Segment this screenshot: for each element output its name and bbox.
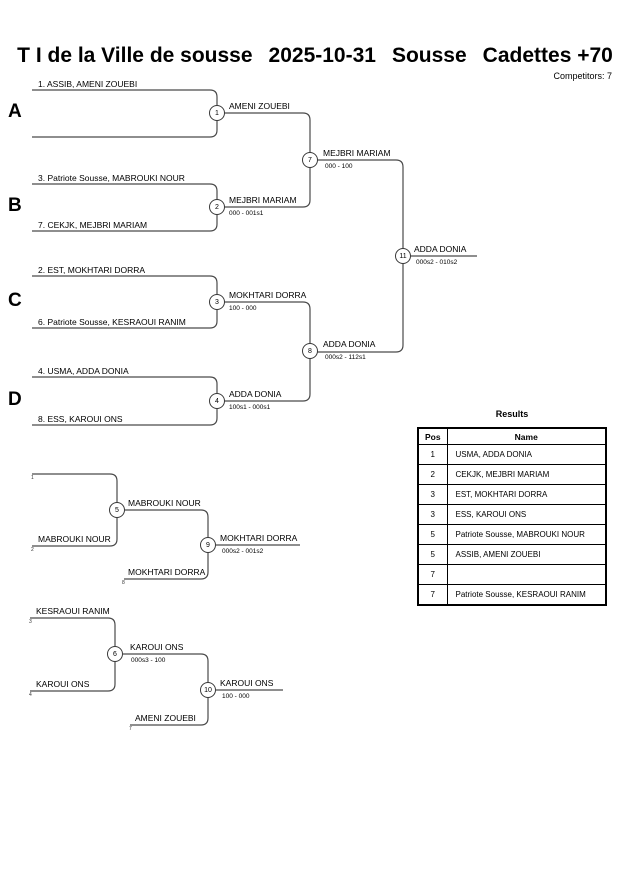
match-7-winner: MEJBRI MARIAM [323,148,391,158]
match-8-winner: ADDA DONIA [323,339,376,349]
result-pos: 1 [418,445,447,465]
table-row [418,485,606,505]
repechage-source-marker: 7 [129,726,132,732]
result-pos: 7 [418,585,447,606]
result-pos: 5 [418,525,447,545]
results-col-name: Name [447,428,606,445]
table-row [418,445,606,465]
result-name: CEKJK, MEJBRI MARIAM [447,465,606,485]
match-node-2: 2 [209,199,225,215]
match-10-winner: KAROUI ONS [220,678,274,688]
match-6-winner: KAROUI ONS [130,642,184,652]
seed-label: 7. CEKJK, MEJBRI MARIAM [38,220,148,230]
result-name: USMA, ADDA DONIA [447,445,606,465]
repechage-entry-name: AMENI ZOUEBI [135,713,196,723]
table-row [418,525,606,545]
table-row [418,585,606,606]
match-node-6: 6 [107,646,123,662]
repechage-source-marker: 1 [31,475,34,481]
result-pos: 7 [418,565,447,585]
table-row [418,465,606,485]
repechage-entry-name: MOKHTARI DORRA [128,567,206,577]
semifinal-8-lines [224,302,310,401]
group-letter-d: D [8,389,22,410]
seed-label: 2. EST, MOKHTARI DORRA [38,265,146,275]
match-node-5: 5 [109,502,125,518]
match-11-score: 000s2 - 010s2 [416,259,458,266]
match-node-1: 1 [209,105,225,121]
results-header-row [418,428,606,445]
seed-label: 3. Patriote Sousse, MABROUKI NOUR [38,173,185,183]
match-4-winner: ADDA DONIA [229,389,282,399]
results-title: Results [495,409,529,419]
match-9-score: 000s2 - 001s2 [222,548,264,555]
repechage-source-marker: 2 [31,547,34,553]
semifinal-7-lines [224,113,310,207]
title-city: Sousse [391,44,467,67]
competitors-count: Competitors: 7 [553,71,612,81]
match-2-score: 000 - 001s1 [229,210,264,217]
title-date: 2025-10-31 [268,44,376,67]
repechage-source-marker: 8 [122,580,125,586]
match-4-score: 100s1 - 000s1 [229,404,271,411]
seed-label: 8. ESS, KAROUI ONS [38,414,123,424]
match-node-11: 11 [395,248,411,264]
seed-label: 1. ASSIB, AMENI ZOUEBI [38,79,138,89]
match-11-winner: ADDA DONIA [414,244,467,254]
title-event: T I de la Ville de sousse [17,44,253,67]
seed-label: 4. USMA, ADDA DONIA [38,366,129,376]
repechage-entry-name: KAROUI ONS [36,679,90,689]
group-letter-b: B [8,195,22,216]
match-10-score: 100 - 000 [222,693,250,700]
result-name: ESS, KAROUI ONS [447,505,606,525]
result-pos: 2 [418,465,447,485]
group-letter-c: C [8,290,22,311]
group-letter-a: A [8,101,22,122]
result-pos: 5 [418,545,447,565]
match-node-3: 3 [209,294,225,310]
match-node-9: 9 [200,537,216,553]
pair-a-lines [32,90,217,137]
repechage-entry-name: MABROUKI NOUR [38,534,111,544]
result-pos: 3 [418,505,447,525]
match-node-10: 10 [200,682,216,698]
match-1-winner: AMENI ZOUEBI [229,101,290,111]
match-8-score: 000s2 - 112s1 [325,354,366,361]
match-2-winner: MEJBRI MARIAM [229,195,297,205]
match-3-score: 100 - 000 [229,305,257,312]
results-col-pos: Pos [418,428,447,445]
match-node-8: 8 [302,343,318,359]
match-7-score: 000 - 100 [325,163,353,170]
match-3-winner: MOKHTARI DORRA [229,290,307,300]
table-row [418,505,606,525]
repechage-source-marker: 3 [29,619,32,625]
match-5-winner: MABROUKI NOUR [128,498,201,508]
table-row [418,545,606,565]
result-pos: 3 [418,485,447,505]
repechage-entry-name: KESRAOUI RANIM [36,606,110,616]
result-name [447,565,606,585]
result-name: EST, MOKHTARI DORRA [447,485,606,505]
title-category: Cadettes +70 [482,44,613,67]
results-table [417,427,607,606]
repechage-source-marker: 4 [29,692,32,698]
result-name: Patriote Sousse, KESRAOUI RANIM [447,585,606,606]
match-node-4: 4 [209,393,225,409]
match-node-7: 7 [302,152,318,168]
seed-label: 6. Patriote Sousse, KESRAOUI RANIM [38,317,186,327]
result-name: ASSIB, AMENI ZOUEBI [447,545,606,565]
result-name: Patriote Sousse, MABROUKI NOUR [447,525,606,545]
table-row [418,565,606,585]
match-9-winner: MOKHTARI DORRA [220,533,298,543]
final-11-lines [317,160,403,352]
match-6-score: 000s3 - 100 [131,657,166,664]
